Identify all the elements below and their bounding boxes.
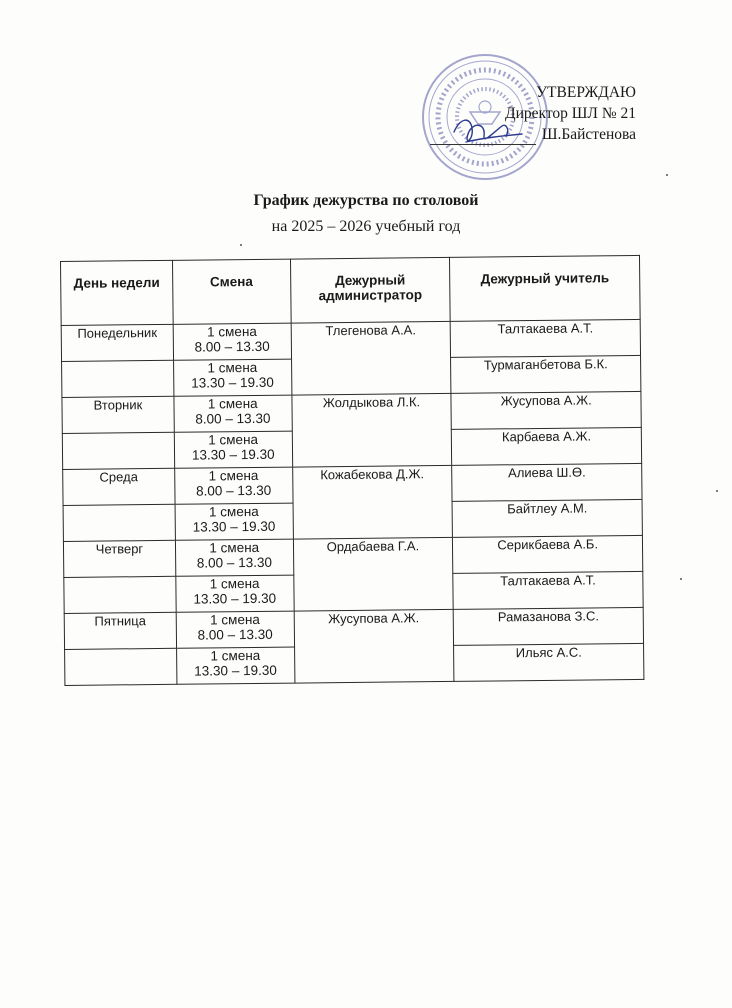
signature-line [430,144,536,145]
approval-position: Директор ШЛ № 21 [505,105,636,122]
table-row [62,391,641,433]
header-shift: Смена [172,259,290,324]
shift-time: 13.30 – 19.30 [193,590,277,607]
scan-speck [666,174,668,176]
shift-time: 8.00 – 13.30 [196,482,272,499]
day-cell-empty [64,576,176,613]
table-header-row [61,255,641,325]
teacher-cell: Байтлеу А.М. [452,499,642,537]
approval-block [505,82,636,145]
day-cell-empty [62,360,174,397]
shift-time: 13.30 – 19.30 [191,374,274,391]
document-title: График дежурства по столовой [253,192,479,209]
header-admin: Дежурный администратор [290,257,450,323]
shift-time: 8.00 – 13.30 [195,410,271,427]
teacher-cell: Карбаева А.Ж. [452,427,642,465]
admin-cell: Жолдыкова Л.К. [291,393,452,467]
day-cell: Пятница [64,612,176,649]
approval-title: УТВЕРЖДАЮ [536,84,636,101]
shift-cell [176,611,294,648]
shift-time: 13.30 – 19.30 [192,518,276,535]
day-cell: Четверг [63,540,175,577]
day-cell: Вторник [62,396,174,433]
shift-label: 1 смена [207,395,258,412]
teacher-cell: Ильяс А.С. [454,643,644,681]
scan-speck [240,244,242,246]
approval-name: Ш.Байстенова [541,126,636,143]
table-row [63,535,642,577]
shift-cell [174,395,292,432]
shift-label: 1 смена [208,503,259,520]
shift-cell [173,323,291,360]
document-subtitle: на 2025 – 2026 учебный год [271,218,461,235]
teacher-cell: Жусупова А.Ж. [451,391,641,429]
table-row [63,463,642,505]
teacher-cell: Алиева Ш.Ө. [452,463,642,501]
teacher-cell: Турмаганбетова Б.К. [451,355,641,393]
teacher-cell: Серикбаева А.Б. [453,535,643,573]
admin-cell: Жусупова А.Ж. [294,609,455,683]
duty-schedule-table [60,255,644,686]
shift-cell [176,575,294,612]
header-teacher: Дежурный учитель [450,255,640,321]
shift-time: 13.30 – 19.30 [194,662,277,679]
shift-cell [175,503,293,540]
shift-label: 1 смена [208,467,259,484]
shift-cell [175,467,293,504]
shift-label: 1 смена [209,539,260,556]
day-cell-empty [63,504,175,541]
shift-cell [175,539,293,576]
shift-label: 1 смена [207,359,258,376]
shift-cell [173,359,291,396]
teacher-cell: Талтакаева А.Т. [450,319,640,357]
shift-cell [176,647,294,684]
shift-label: 1 смена [208,431,259,448]
shift-label: 1 смена [210,611,260,628]
day-cell-empty [65,648,177,685]
table-row [64,607,643,649]
shift-label: 1 смена [207,323,257,340]
scan-speck [716,490,718,492]
shift-label: 1 смена [210,647,261,664]
header-day: День недели [61,260,174,325]
shift-time: 13.30 – 19.30 [191,446,275,463]
teacher-cell: Талтакаева А.Т. [453,571,643,609]
day-cell: Понедельник [61,324,173,361]
day-cell-empty [62,432,174,469]
table-row [61,319,640,361]
admin-cell: Ордабаева Г.А. [293,537,454,611]
admin-cell: Тлегенова А.А. [291,321,452,395]
teacher-cell: Рамазанова З.С. [454,607,644,645]
shift-cell [174,431,292,468]
shift-label: 1 смена [209,575,260,592]
day-cell: Среда [63,468,175,505]
shift-time: 8.00 – 13.30 [197,626,273,643]
scan-speck [680,578,682,580]
shift-time: 8.00 – 13.30 [196,554,273,571]
shift-time: 8.00 – 13.30 [194,338,270,355]
admin-cell: Кожабекова Д.Ж. [292,465,453,539]
